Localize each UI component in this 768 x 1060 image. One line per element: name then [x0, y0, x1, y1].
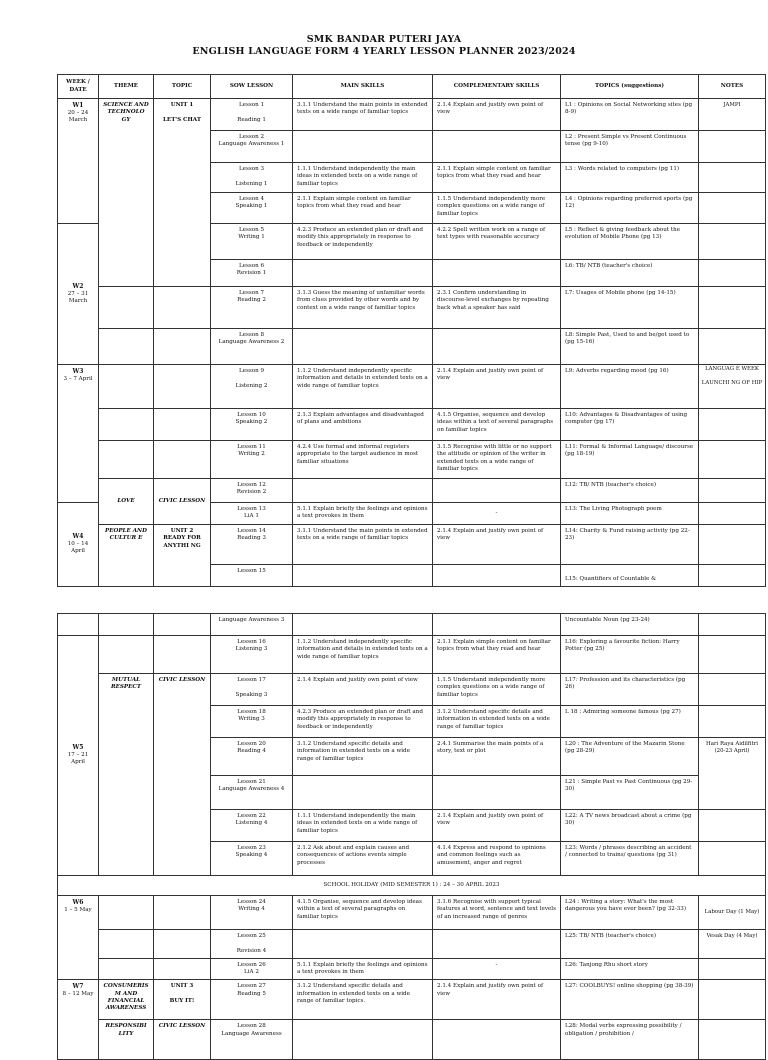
header-notes: NOTES: [699, 75, 766, 99]
theme-cell: LOVE: [99, 479, 154, 525]
comp-skill-cell: 2.1.4 Explain and justify own point of view: [433, 99, 561, 131]
main-skill-cell: [293, 776, 433, 810]
comp-skill-cell: 2.1.1 Explain simple content on familiar topics from what they read and hear: [433, 163, 561, 193]
table-row: [58, 479, 766, 503]
theme-cell: [99, 930, 154, 959]
header-complementary-skills: COMPLEMENTARY SKILLS: [433, 75, 561, 99]
header-sow-lesson: SOW LESSON: [211, 75, 293, 99]
table-row: [58, 365, 766, 409]
notes-cell: [699, 224, 766, 260]
main-skill-cell: 2.1.4 Explain and justify own point of view: [293, 674, 433, 706]
lesson-cell: Lesson 8 Language Awareness 2: [211, 329, 293, 365]
lesson-cell: Lesson 1 Reading 1: [211, 99, 293, 131]
lesson-cell: Lesson 24 Writing 4: [211, 896, 293, 930]
main-skill-cell: 3.1.1 Understand the main points in extended texts on a wide range of familiar topics: [293, 525, 433, 565]
topic-suggestion-cell: L5 : Reflect & giving feedback about the evolution of Mobile Phone (pg 13): [561, 224, 699, 260]
notes-cell: Hari Raya Aidilfitri (20-23 April): [699, 738, 766, 810]
comp-skill-cell: 2.1.4 Explain and justify own point of view: [433, 365, 561, 409]
topic-suggestion-cell: L3 : Words related to computers (pg 11): [561, 163, 699, 193]
comp-skill-cell: 1.1.5 Understand independently more complex questions on a wide range of familiar topics: [433, 193, 561, 224]
comp-skill-cell: [433, 260, 561, 287]
theme-cell: [99, 636, 154, 674]
table-row: [58, 958, 766, 980]
lesson-cell: Lesson 5 Writing 1: [211, 224, 293, 260]
comp-skill-cell: [433, 930, 561, 959]
main-skill-cell: 4.2.3 Produce an extended plan or draft and modify this appropriately in response to feedback or independently: [293, 706, 433, 738]
theme-cell: SCIENCE AND TECHNOLO GY: [99, 99, 154, 287]
comp-skill-cell: [433, 565, 561, 587]
header-week: WEEK / DATE: [58, 75, 99, 99]
table-row: [58, 287, 766, 329]
topic-suggestion-cell: L23: Words / phrases describing an accident / connected to trains/ questions (pg 31): [561, 842, 699, 876]
topic-cell: [154, 365, 211, 409]
lesson-cell: Lesson 10 Speaking 2: [211, 409, 293, 441]
comp-skill-cell: [433, 329, 561, 365]
main-skill-cell: 3.1.3 Guess the meaning of unfamiliar words from clues provided by other words and by context on a wide range of familiar topics: [293, 287, 433, 329]
comp-skill-cell: 1.1.5 Understand independently more complex questions on a wide range of familiar topics: [433, 674, 561, 706]
lesson-cell: Lesson 13 LiA 1: [211, 503, 293, 525]
comp-skill-cell: 2.1.4 Explain and justify own point of view: [433, 980, 561, 1020]
lesson-cell: Lesson 12 Revision 2: [211, 479, 293, 503]
planner-title: ENGLISH LANGUAGE FORM 4 YEARLY LESSON PLANNER 2023/2024: [192, 46, 576, 57]
notes-cell: [699, 636, 766, 674]
main-skill-cell: 5.1.1 Explain briefly the feelings and opinions a text provokes in them: [293, 958, 433, 980]
lesson-cell: Lesson 26 LiA 2: [211, 958, 293, 980]
table-row: [58, 99, 766, 131]
theme-cell: [99, 287, 154, 329]
main-skill-cell: 4.1.5 Organise, sequence and develop ideas within a text of several paragraphs on familiar topics: [293, 896, 433, 930]
lesson-planner-table-page-2: [57, 613, 766, 1060]
notes-cell: [699, 163, 766, 193]
week-cell: W2 27 – 31 March: [58, 224, 99, 365]
theme-cell: [99, 365, 154, 409]
topic-cell: [154, 409, 211, 441]
topic-suggestion-cell: L6: TB/ NTB (teacher's choice): [561, 260, 699, 287]
school-name: SMK BANDAR PUTERI JAYA: [306, 34, 462, 45]
topic-cell: [154, 958, 211, 980]
week-cell: W1 20 – 24 March: [58, 99, 99, 224]
main-skill-cell: [293, 614, 433, 636]
theme-cell: RESPONSIBI LITY: [99, 1020, 154, 1060]
topic-suggestion-cell: L14: Charity & Fund raising activity (pg 22-23): [561, 525, 699, 565]
topic-suggestion-cell: L28: Modal verbs expressing possibility / obligation / prohibition /: [561, 1020, 699, 1060]
main-skill-cell: [293, 479, 433, 503]
table-row: [58, 525, 766, 565]
theme-cell: [99, 409, 154, 441]
table-row: [58, 636, 766, 674]
main-skill-cell: 3.1.2 Understand specific details and information in extended texts on a wide range of familiar topics: [293, 738, 433, 776]
notes-cell: [699, 260, 766, 287]
topic-suggestion-cell: L16: Exploring a favourite fiction: Harry Potter (pg 25): [561, 636, 699, 674]
main-skill-cell: 3.1.2 Understand specific details and information in extended texts on a wide range of familiar topics.: [293, 980, 433, 1020]
topic-suggestion-cell: L17: Profession and its characteristics (pg 26): [561, 674, 699, 706]
main-skill-cell: 1.1.2 Understand independently specific information and details in extended texts on a wide range of familiar topics: [293, 636, 433, 674]
comp-skill-cell: [433, 131, 561, 163]
lesson-cell: Lesson 11 Writing 2: [211, 441, 293, 479]
comp-skill-cell: 2.3.1 Confirm understanding in discourse-level exchanges by repeating back what a speaker has said: [433, 287, 561, 329]
notes-cell: Labour Day (1 May): [699, 896, 766, 930]
topic-cell: CIVIC LESSON: [154, 479, 211, 525]
main-skill-cell: 2.1.3 Explain advantages and disadvantaged of plans and ambitions: [293, 409, 433, 441]
topic-suggestion-cell: L1 : Opinions on Social Networking sites (pg 8-9): [561, 99, 699, 131]
main-skill-cell: 3.1.1 Understand the main points in extended texts on a wide range of familiar topics: [293, 99, 433, 131]
main-skill-cell: 2.1.1 Explain simple content on familiar topics from what they read and hear: [293, 193, 433, 224]
notes-cell: [699, 287, 766, 329]
theme-cell: MUTUAL RESPECT: [99, 674, 154, 876]
table-row: [58, 674, 766, 706]
main-skill-cell: 2.1.2 Ask about and explain causes and consequences of actions events simple processes: [293, 842, 433, 876]
table-row: [58, 441, 766, 479]
notes-cell: [699, 810, 766, 842]
comp-skill-cell: -: [433, 958, 561, 980]
theme-cell: CONSUMERIS M AND FINANCIAL AWARENESS: [99, 980, 154, 1020]
main-skill-cell: 1.1.2 Understand independently specific information and details in extended texts on a wide range of familiar topics: [293, 365, 433, 409]
lesson-cell: Lesson 20 Reading 4: [211, 738, 293, 776]
comp-skill-cell: 2.1.1 Explain simple content on familiar topics from what they read and hear: [433, 636, 561, 674]
comp-skill-cell: 4.1.4 Express and respond to opinions and common feelings such as amusement, anger and regret: [433, 842, 561, 876]
theme-cell: [99, 329, 154, 365]
comp-skill-cell: 3.1.2 Understand specific details and information in extended texts on a wide range of familiar topics: [433, 706, 561, 738]
main-skill-cell: [293, 1020, 433, 1060]
comp-skill-cell: 3.1.5 Recognise with little or no support the attitude or opinion of the writer in extended texts on a wide range of familiar topics: [433, 441, 561, 479]
week-cell: W5 17 – 21 April: [58, 636, 99, 876]
table-row: [58, 930, 766, 959]
comp-skill-cell: 2.1.4 Explain and justify own point of view: [433, 525, 561, 565]
topic-suggestion-cell: L 18 : Admiring someone famous (pg 27): [561, 706, 699, 738]
main-skill-cell: [293, 329, 433, 365]
lesson-cell: Lesson 17 Speaking 3: [211, 674, 293, 706]
comp-skill-cell: 3.1.6 Recognise with support typical features at word, sentence and text levels of an increased range of genres: [433, 896, 561, 930]
topic-cell: [154, 614, 211, 636]
week-cell: W6 1 – 5 May: [58, 896, 99, 980]
lesson-cell: Lesson 18 Writing 3: [211, 706, 293, 738]
week-cell: W7 8 – 12 May: [58, 980, 99, 1060]
comp-skill-cell: 2.1.4 Explain and justify own point of view: [433, 810, 561, 842]
notes-cell: [699, 1020, 766, 1060]
lesson-cell: Lesson 16 Listening 3: [211, 636, 293, 674]
lesson-cell: Lesson 3 Listening 1: [211, 163, 293, 193]
topic-suggestion-cell: L27: COOLBUYS! online shopping (pg 38-39): [561, 980, 699, 1020]
topic-cell: [154, 287, 211, 329]
topic-suggestion-cell: L11: Formal & Informal Language/ discourse (pg 18-19): [561, 441, 699, 479]
comp-skill-cell: 4.1.5 Organise, sequence and develop ideas within a text of several paragraphs on familiar topics: [433, 409, 561, 441]
header-main-skills: MAIN SKILLS: [293, 75, 433, 99]
main-skill-cell: 1.1.1 Understand independently the main ideas in extended texts on a wide range of familiar topics: [293, 810, 433, 842]
lesson-cell: Lesson 28 Language Awareness: [211, 1020, 293, 1060]
notes-cell: [699, 842, 766, 876]
lesson-cell: Language Awareness 3: [211, 614, 293, 636]
header-topics: TOPICS (suggestions): [561, 75, 699, 99]
lesson-cell: Lesson 14 Reading 3: [211, 525, 293, 565]
lesson-cell: Lesson 27 Reading 5: [211, 980, 293, 1020]
table-row: [58, 980, 766, 1020]
main-skill-cell: 1.1.1 Understand independently the main ideas in extended texts on a wide range of familiar topics: [293, 163, 433, 193]
notes-cell: [699, 193, 766, 224]
week-cell: W3 3 – 7 April: [58, 365, 99, 503]
theme-cell: [99, 614, 154, 636]
table-row: [58, 329, 766, 365]
topic-suggestion-cell: L12: TB/ NTB (teacher's choice): [561, 479, 699, 503]
lesson-cell: Lesson 23 Speaking 4: [211, 842, 293, 876]
lesson-cell: Lesson 4 Speaking 1: [211, 193, 293, 224]
topic-cell: [154, 441, 211, 479]
comp-skill-cell: [433, 614, 561, 636]
topic-cell: CIVIC LESSON: [154, 1020, 211, 1060]
notes-cell: [699, 958, 766, 980]
lesson-cell: Lesson 6 Revision 1: [211, 260, 293, 287]
theme-cell: [99, 958, 154, 980]
notes-cell: [699, 441, 766, 479]
notes-cell: [699, 503, 766, 525]
topic-suggestion-cell: L8: Simple Past, Used to and be/get used to (pg 15-16): [561, 329, 699, 365]
theme-cell: [99, 441, 154, 479]
topic-cell: [154, 636, 211, 674]
main-skill-cell: 4.2.4 Use formal and informal registers appropriate to the target audience in most familiar situations: [293, 441, 433, 479]
topic-suggestion-cell: L9: Adverbs regarding mood (pg 16): [561, 365, 699, 409]
topic-suggestion-cell: L20 : The Adventure of the Mazarin Stone (pg 28-29): [561, 738, 699, 776]
notes-cell: Vesak Day (4 May): [699, 930, 766, 959]
lesson-cell: Lesson 21 Language Awareness 4: [211, 776, 293, 810]
lesson-cell: Lesson 15: [211, 565, 293, 587]
notes-cell: [699, 614, 766, 636]
theme-cell: PEOPLE AND CULTUR E: [99, 525, 154, 587]
main-skill-cell: [293, 131, 433, 163]
topic-cell: [154, 329, 211, 365]
main-skill-cell: [293, 930, 433, 959]
topic-cell: UNIT 2 READY FOR ANYTHI NG: [154, 525, 211, 587]
holiday-row: [58, 876, 766, 896]
main-skill-cell: [293, 260, 433, 287]
table-row: [58, 896, 766, 930]
comp-skill-cell: [433, 776, 561, 810]
topic-suggestion-cell: L22: A TV news broadcast about a crime (pg 30): [561, 810, 699, 842]
topic-suggestion-cell: L25: TB/ NTB (teacher's choice): [561, 930, 699, 959]
topic-suggestion-cell: L2 : Present Simple vs Present Continuous tense (pg 9-10): [561, 131, 699, 163]
comp-skill-cell: 2.4.1 Summarise the main points of a story, text or plot: [433, 738, 561, 776]
notes-cell: LANGUAG E WEEK LAUNCHI NG OF HIP: [699, 365, 766, 409]
notes-cell: JAMPI: [699, 99, 766, 131]
comp-skill-cell: 4.2.2 Spell written work on a range of text types with reasonable accuracy: [433, 224, 561, 260]
comp-skill-cell: [433, 479, 561, 503]
notes-cell: [699, 131, 766, 163]
main-skill-cell: 5.1.1 Explain briefly the feelings and opinions a text provokes in them: [293, 503, 433, 525]
topic-cell: UNIT 3 BUY IT!: [154, 980, 211, 1020]
header-theme: THEME: [99, 75, 154, 99]
theme-cell: [99, 896, 154, 930]
comp-skill-cell: -: [433, 503, 561, 525]
lesson-cell: Lesson 7 Reading 2: [211, 287, 293, 329]
notes-cell: [699, 980, 766, 1020]
notes-cell: [699, 565, 766, 587]
notes-cell: [699, 479, 766, 503]
notes-cell: [699, 674, 766, 706]
notes-cell: [699, 409, 766, 441]
header-topic: TOPIC: [154, 75, 211, 99]
topic-suggestion-cell: L15: Quantifiers of Countable &: [561, 565, 699, 587]
lesson-cell: Lesson 25 Revision 4: [211, 930, 293, 959]
lesson-cell: Lesson 22 Listening 4: [211, 810, 293, 842]
notes-cell: [699, 706, 766, 738]
comp-skill-cell: [433, 1020, 561, 1060]
main-skill-cell: [293, 565, 433, 587]
week-cell: [58, 614, 99, 636]
table-row: [58, 614, 766, 636]
lesson-cell: Lesson 9 Listening 2: [211, 365, 293, 409]
main-skill-cell: 4.2.3 Produce an extended plan or draft and modify this appropriately in response to feedback or independently: [293, 224, 433, 260]
topic-cell: UNIT 1 LET'S CHAT: [154, 99, 211, 287]
topic-suggestion-cell: L21 : Simple Past vs Past Continuous (pg 29-30): [561, 776, 699, 810]
topic-cell: CIVIC LESSON: [154, 674, 211, 876]
topic-cell: [154, 930, 211, 959]
lesson-cell: Lesson 2 Language Awareness 1: [211, 131, 293, 163]
topic-suggestion-cell: L4 : Opinions regarding preferred sports (pg 12): [561, 193, 699, 224]
topic-suggestion-cell: L13: The Living Photograph poem: [561, 503, 699, 525]
topic-suggestion-cell: L24 : Writing a story: What's the most dangerous you have ever been? (pg 32-33): [561, 896, 699, 930]
notes-cell: [699, 329, 766, 365]
topic-suggestion-cell: L26: Tanjong Rhu short story: [561, 958, 699, 980]
table-row: [58, 1020, 766, 1060]
topic-suggestion-cell: L10: Advantages & Disadvantages of using computer (pg 17): [561, 409, 699, 441]
topic-suggestion-cell: Uncountable Noun (pg 23-24): [561, 614, 699, 636]
week-cell: W4 10 – 14 April: [58, 503, 99, 587]
topic-cell: [154, 896, 211, 930]
holiday-banner: SCHOOL HOLIDAY (MID SEMESTER 1) : 24 – 30 APRIL 2023: [58, 876, 766, 896]
notes-cell: [699, 525, 766, 565]
table-row: [58, 409, 766, 441]
header-row: [58, 75, 766, 99]
lesson-planner-table-page-1: [57, 74, 766, 587]
topic-suggestion-cell: L7: Usages of Mobile phone (pg 14-15): [561, 287, 699, 329]
